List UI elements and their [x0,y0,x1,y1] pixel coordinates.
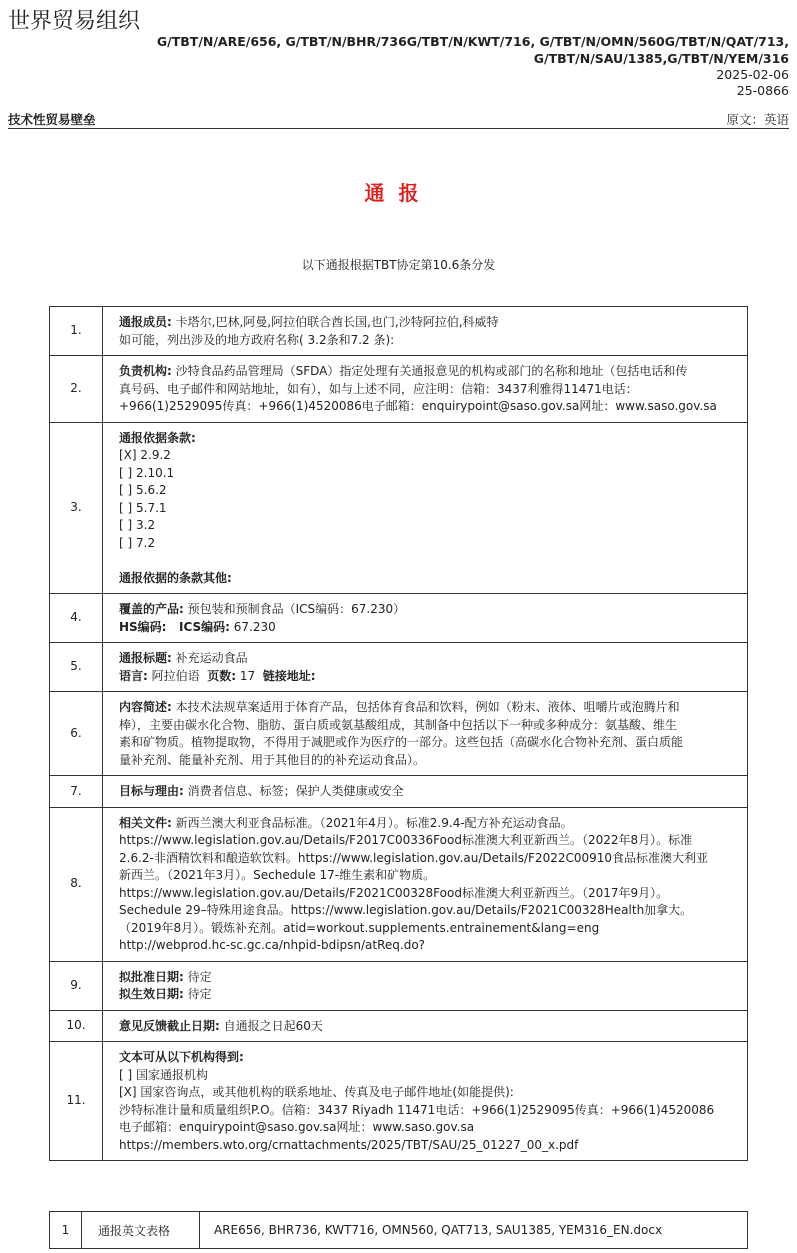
field-label: 内容简述: [119,700,172,714]
field-value: 电子邮箱：enquirypoint@saso.gov.sa网址：www.saso.gov.sa [119,1120,475,1134]
field-label: 相关文件: [119,815,172,830]
row-number: 3. [50,422,103,594]
row-number: 10. [50,1010,103,1042]
field-value: http://webprod.hc-sc.gc.ca/nhpid-bdipsn/atReq.do? [119,938,426,952]
content-line [119,920,737,938]
table-row [50,961,748,1010]
field-label: 意见反馈截止日期: [119,1018,220,1033]
content-line [119,867,737,885]
field-value: [X] 国家咨询点，或其他机构的联系地址、传真及电子邮件地址(如能提供): [119,1085,514,1099]
field-label: 语言: [119,668,148,683]
content-line [119,482,737,500]
field-value: https://members.wto.org/crnattachments/2025/TBT/SAU/25_01227_00_x.pdf [119,1137,579,1152]
field-label: 通报成员: [119,315,172,329]
field-value: 消费者信息、标签；保护人类健康或安全 [183,784,404,798]
row-content [103,356,748,423]
field-value: 补充运动食品 [171,651,248,665]
document-meta [716,67,789,99]
content-line [119,517,737,535]
attachment-file-link[interactable]: ARE656, BHR736, KWT716, OMN560, QAT713, SAU1385, YEM316_EN.docx [200,1212,748,1249]
field-value: 沙特标准计量和质量组织P.O。信箱：3437 Riyadh 11471电话：+966(1)2529095传真：+966(1)4520086 [119,1102,715,1117]
table-row [50,807,748,961]
row-content [103,643,748,692]
field-value: [ ] 2.10.1 [119,465,175,480]
field-label: 页数: [207,668,237,683]
field-value: 17 [236,668,263,683]
content-line [119,668,737,686]
field-value: 预包装和预制食品（ICS编码：67.230） [183,602,406,616]
field-value: [ ] 5.6.2 [119,483,167,497]
content-line [119,815,737,833]
content-line [119,1018,737,1036]
content-line [119,363,737,381]
content-line [119,783,737,801]
field-value: [ ] 5.7.1 [119,500,167,515]
field-label: 通报标题: [119,651,172,665]
content-line [119,1067,737,1085]
table-row [50,692,748,776]
content-line [119,430,737,448]
document-date: 2025-02-06 [716,67,789,82]
header-divider [8,128,789,129]
department-label: 技术性贸易壁垒 [8,112,96,127]
row-number: 5. [50,643,103,692]
row-number: 6. [50,692,103,776]
field-value: （2019年8月）。锻炼补充剂。atid=workout.supplements.entrainement&lang=eng [119,920,600,935]
content-line [119,986,737,1004]
attachment-number: 1 [50,1212,82,1249]
content-line [119,1084,737,1102]
row-number: 11. [50,1042,103,1161]
content-line [119,1102,737,1120]
content-line [119,465,737,483]
content-line [119,447,737,465]
table-row [50,594,748,643]
row-content [103,776,748,808]
content-line [119,850,737,868]
content-line [119,1049,737,1067]
row-number: 4. [50,594,103,643]
content-line [119,619,737,637]
field-value: 待定 [183,969,212,984]
table-row [50,1042,748,1161]
field-label: 拟批准日期: [119,969,184,984]
field-value: 新西兰澳大利亚食品标准。（2021年4月）。标准2.9.4-配方补充运动食品。 [171,815,573,830]
content-line [119,650,737,668]
field-value: 如可能，列出涉及的地方政府名称( 3.2条和7.2 条): [119,332,395,347]
field-label: 负责机构: [119,364,172,378]
content-line [119,381,737,399]
content-line [119,969,737,987]
attachment-table [49,1211,748,1249]
field-label: 拟生效日期: [119,987,184,1001]
field-value: 沙特食品药品管理局（SFDA）指定处理有关通报意见的机构或部门的名称和地址（包括电话和传 [171,364,688,378]
field-label: HS编码: ICS编码: [119,619,230,634]
content-line [119,902,737,920]
content-line [119,332,737,350]
table-row [50,356,748,423]
content-line [119,1137,737,1155]
row-content [103,422,748,594]
field-value: 量补充剂、能量补充剂、用于其他目的的补充运动食品）。 [119,752,426,767]
field-value: 本技术法规草案适用于体育产品，包括体育食品和饮料，例如（粉末、液体、咀嚼片或泡腾片和 [171,700,680,714]
table-row [50,643,748,692]
field-value: 素和矿物质。植物提取物，不得用于减肥或作为医疗的一部分。这些包括（高碳水化合物补充剂、蛋白质能 [119,735,684,749]
row-content [103,961,748,1010]
field-label: 目标与理由: [119,784,184,798]
document-number: 25-0866 [736,83,789,98]
field-label: 通报依据条款: [119,430,196,445]
row-number: 1. [50,307,103,356]
table-row [50,307,748,356]
content-line [119,752,737,770]
content-line [119,552,737,570]
field-value: https://www.legislation.gov.au/Details/F2017C00336Food标准澳大利亚新西兰。（2022年8月）。标准 [119,833,693,847]
content-line [119,570,737,588]
field-value [119,553,123,567]
row-content [103,307,748,356]
original-language: 原文：英语 [726,112,789,127]
field-value: Sechedule 29–特殊用途食品。https://www.legislation.gov.au/Details/F2021C00328Health加拿大。 [119,903,693,917]
field-value: https://www.legislation.gov.au/Details/F2021C00328Food标准澳大利亚新西兰。（2017年9月）。 [119,885,669,900]
content-line [119,717,737,735]
row-content [103,807,748,961]
field-value: 待定 [183,987,212,1001]
field-value: 67.230 [229,619,276,634]
field-value: 阿拉伯语 [147,668,208,683]
table-row [50,1010,748,1042]
attachment-row [50,1212,748,1249]
field-value: 卡塔尔,巴林,阿曼,阿拉伯联合酋长国,也门,沙特阿拉伯,科威特 [171,315,499,329]
field-label: 覆盖的产品: [119,602,184,616]
page-title: 通报 [364,181,433,205]
field-value: 2.6.2-非酒精饮料和酿造软饮料。https://www.legislation.gov.au/Details/F2022C00910食品标准澳大利亚 [119,850,709,865]
content-line [119,535,737,553]
content-line [119,314,737,332]
row-number: 2. [50,356,103,423]
page-subtitle: 以下通报根据TBT协定第10.6条分发 [301,258,496,272]
field-label: 文本可从以下机构得到: [119,1050,244,1064]
field-value: [X] 2.9.2 [119,448,171,462]
content-line [119,699,737,717]
row-content [103,1042,748,1161]
field-value: 棒），主要由碳水化合物、脂肪、蛋白质或氨基酸组成，其制备中包括以下一种或多种成分：氨基酸、维生 [119,717,678,732]
content-line [119,601,737,619]
content-line [119,832,737,850]
wto-org-name: 世界贸易组织 [8,9,141,34]
row-number: 9. [50,961,103,1010]
row-content [103,1010,748,1042]
content-line [119,398,737,416]
field-value: [ ] 7.2 [119,535,156,550]
content-line [119,500,737,518]
table-row [50,422,748,594]
table-row [50,776,748,808]
row-content [103,692,748,776]
row-number: 8. [50,807,103,961]
field-label: 链接地址: [262,668,316,683]
attachment-label: 通报英文表格 [82,1212,200,1249]
field-value: 真号码、电子邮件和网站地址，如有），如与上述不同，应注明：信箱：3437利雅得11471电话： [119,381,638,396]
content-line [119,734,737,752]
content-line [119,1119,737,1137]
row-number: 7. [50,776,103,808]
field-label: 通报依据的条款其他: [119,570,232,585]
field-value: [ ] 3.2 [119,518,156,532]
field-value: +966(1)2529095传真：+966(1)4520086电子邮箱：enquirypoint@saso.gov.sa网址：www.saso.gov.sa [119,399,717,413]
document-symbols: G/TBT/N/ARE/656, G/TBT/N/BHR/736G/TBT/N/KWT/716, G/TBT/N/OMN/560G/TBT/N/QAT/713, G/TBT/N/SAU/1385,G/TBT/N/YEM/316 [156,34,789,66]
field-value: 自通报之日起60天 [219,1018,323,1033]
field-value: [ ] 国家通报机构 [119,1067,208,1082]
row-content [103,594,748,643]
content-line [119,937,737,955]
field-value: 新西兰。（2021年3月）。Sechedule 17-维生素和矿物质。 [119,868,436,882]
content-line [119,885,737,903]
notification-table [49,306,748,1161]
